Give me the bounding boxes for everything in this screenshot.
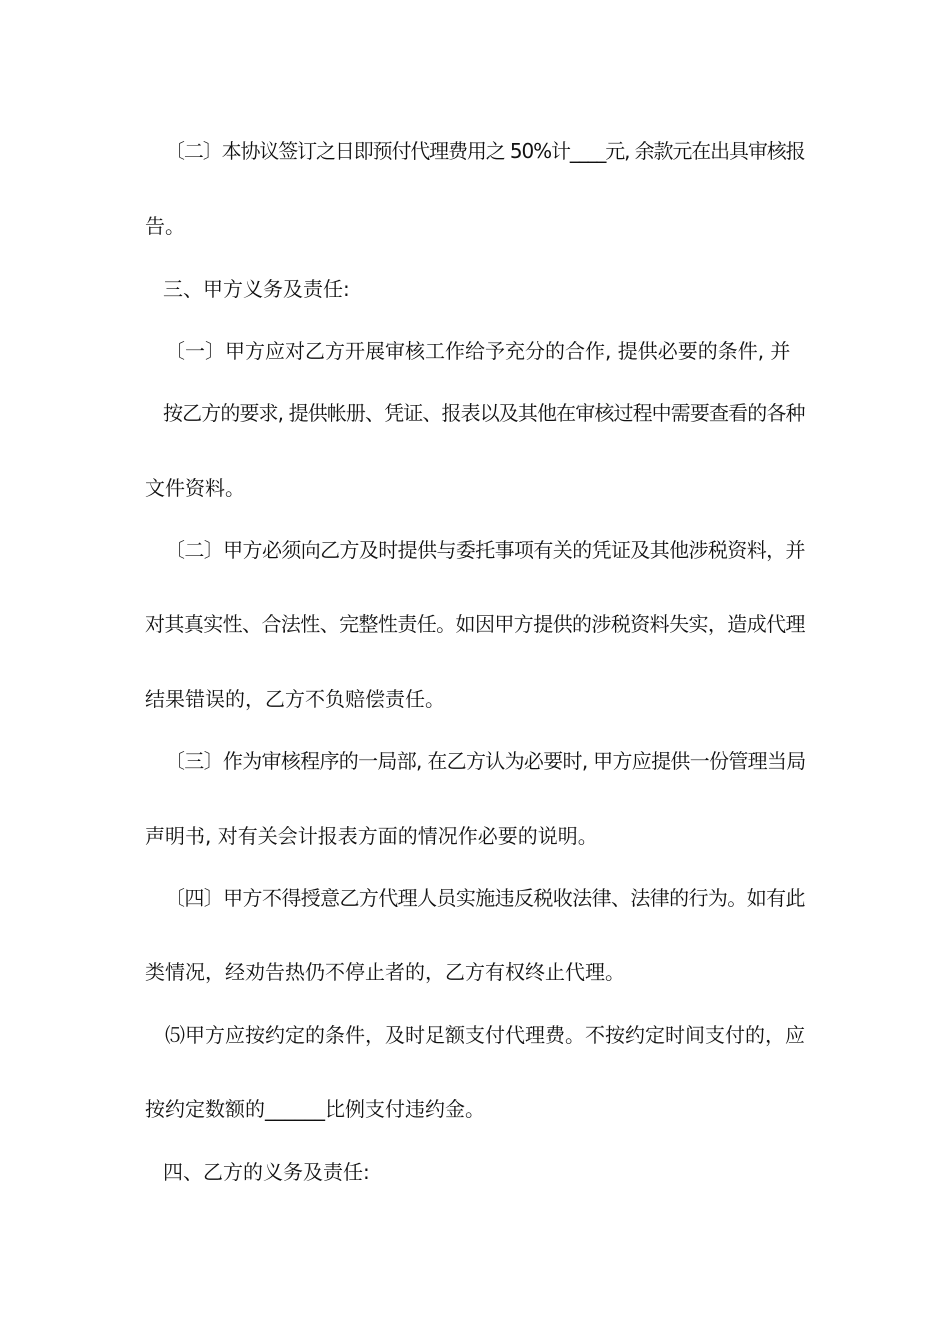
paragraph-line-6: 文件资料。 xyxy=(145,476,245,500)
paragraph-line-11: 声明书, 对有关会计报表方面的情况作必要的说明。 xyxy=(145,824,598,848)
section-heading-3: 三、甲方义务及责任: xyxy=(163,277,350,301)
paragraph-line-10: 〔三〕作为审核程序的一局部, 在乙方认为必要时, 甲方应提供一份管理当局 xyxy=(165,749,806,773)
section-heading-16: 四、乙方的义务及责任: xyxy=(163,1160,370,1184)
paragraph-line-2: 告。 xyxy=(145,214,185,238)
paragraph-line-9: 结果错误的，乙方不负赔偿责任。 xyxy=(145,687,445,711)
paragraph-line-12: 〔四〕甲方不得授意乙方代理人员实施违反税收法律、法律的行为。如有此 xyxy=(165,886,805,910)
paragraph-line-13: 类情况，经劝告热仍不停止者的，乙方有权终止代理。 xyxy=(145,960,625,984)
paragraph-line-5: 按乙方的要求, 提供帐册、凭证、报表以及其他在审核过程中需要查看的各种 xyxy=(163,401,805,425)
paragraph-line-1: 〔二〕本协议签订之日即预付代理费用之 50%计____元, 余款元在出具审核报 xyxy=(165,139,805,163)
paragraph-line-7: 〔二〕甲方必须向乙方及时提供与委托事项有关的凭证及其他涉税资料，并 xyxy=(165,538,805,562)
paragraph-line-14: ⑸甲方应按约定的条件，及时足额支付代理费。不按约定时间支付的，应 xyxy=(165,1023,805,1047)
paragraph-line-15: 按约定数额的______比例支付违约金。 xyxy=(145,1097,485,1121)
paragraph-line-4: 〔一〕甲方应对乙方开展审核工作给予充分的合作, 提供必要的条件, 并 xyxy=(165,339,791,363)
paragraph-line-8: 对其真实性、合法性、完整性责任。如因甲方提供的涉税资料失实，造成代理 xyxy=(145,612,805,636)
